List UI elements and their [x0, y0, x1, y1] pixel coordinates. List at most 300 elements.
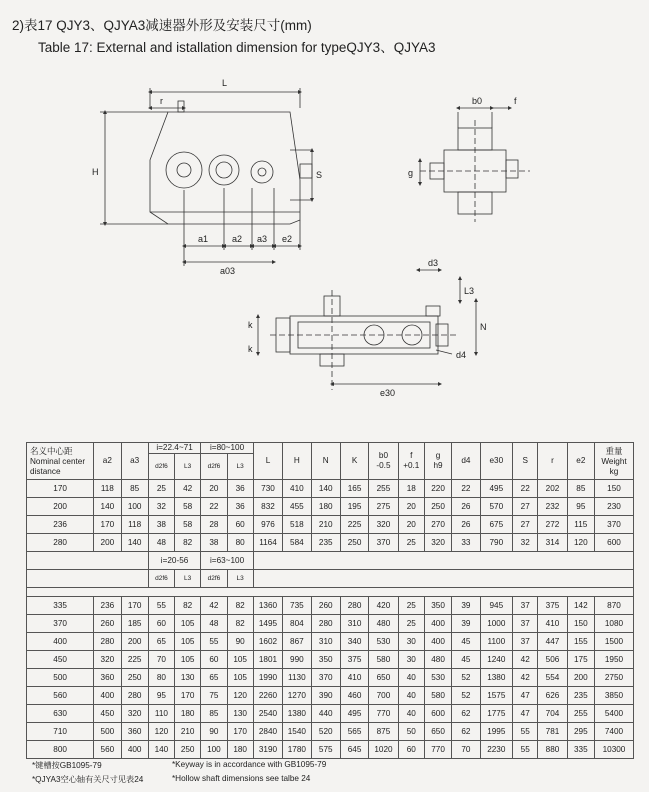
- table-cell: 335: [567, 741, 594, 759]
- table-cell: 48: [201, 615, 227, 633]
- table-cell: 710: [27, 723, 94, 741]
- table-cell: 1164: [253, 534, 282, 552]
- table-cell: 400: [424, 633, 451, 651]
- table-cell: 480: [424, 651, 451, 669]
- table-cell: 85: [121, 480, 148, 498]
- label-f: f: [514, 96, 517, 106]
- table-cell: 1500: [594, 633, 633, 651]
- table-row: [27, 516, 634, 534]
- table-cell: 420: [369, 597, 398, 615]
- header-a2: a2: [94, 443, 121, 480]
- table-cell: 554: [538, 669, 567, 687]
- table-cell: 62: [452, 705, 480, 723]
- header-a3: a3: [121, 443, 148, 480]
- footnote-cn-1: *键槽按GB1095-79: [32, 761, 102, 770]
- table-cell: 22: [201, 498, 227, 516]
- table-cell: 130: [227, 705, 253, 723]
- table-cell: 675: [480, 516, 513, 534]
- table-cell: 320: [121, 705, 148, 723]
- table-cell: 250: [340, 534, 368, 552]
- table-cell: 170: [94, 516, 121, 534]
- table-cell: 200: [567, 669, 594, 687]
- table-cell: 2540: [253, 705, 282, 723]
- header-N: N: [311, 443, 340, 480]
- table-cell: 22: [452, 480, 480, 498]
- header-d2f6-1: d2f6: [148, 454, 174, 480]
- table-cell: 32: [148, 498, 174, 516]
- table-cell: 2840: [253, 723, 282, 741]
- table-cell: 340: [340, 633, 368, 651]
- spacer-row: [27, 588, 634, 597]
- table-row: [27, 687, 634, 705]
- header-ratio-1: i=22.4~71: [148, 443, 201, 454]
- table-cell: 115: [567, 516, 594, 534]
- table-cell: 310: [340, 615, 368, 633]
- table-cell: 105: [227, 669, 253, 687]
- table-cell: 202: [538, 480, 567, 498]
- table-cell: 140: [94, 498, 121, 516]
- table-cell: 500: [27, 669, 94, 687]
- table-cell: 350: [424, 597, 451, 615]
- table-cell: 140: [148, 741, 174, 759]
- header-L3-2: L3: [227, 454, 253, 480]
- table-cell: 58: [175, 498, 201, 516]
- table-cell: 1602: [253, 633, 282, 651]
- table-cell: 60: [398, 741, 424, 759]
- spacer-cell: [253, 570, 633, 588]
- header-d2f6-4: d2f6: [201, 570, 227, 588]
- table-cell: 520: [311, 723, 340, 741]
- table-cell: 45: [452, 651, 480, 669]
- table-cell: 560: [94, 741, 121, 759]
- table-cell: 10300: [594, 741, 633, 759]
- table-cell: 95: [567, 498, 594, 516]
- table-cell: 735: [283, 597, 311, 615]
- table-cell: 105: [227, 651, 253, 669]
- table-cell: 255: [369, 480, 398, 498]
- table-row: [27, 615, 634, 633]
- table-cell: 580: [369, 651, 398, 669]
- table-cell: 350: [311, 651, 340, 669]
- table-cell: 150: [567, 615, 594, 633]
- table-cell: 155: [567, 633, 594, 651]
- table-cell: 20: [201, 480, 227, 498]
- table-cell: 170: [175, 687, 201, 705]
- table-cell: 170: [27, 480, 94, 498]
- table-cell: 36: [227, 480, 253, 498]
- table-cell: 1995: [480, 723, 513, 741]
- table-cell: 880: [538, 741, 567, 759]
- header-e2: e2: [567, 443, 594, 480]
- table-cell: 200: [94, 534, 121, 552]
- table-cell: 210: [175, 723, 201, 741]
- table-cell: 235: [311, 534, 340, 552]
- table-cell: 42: [201, 597, 227, 615]
- table-cell: 60: [227, 516, 253, 534]
- plan-view: [258, 270, 476, 390]
- table-cell: 45: [452, 633, 480, 651]
- table-cell: 52: [452, 687, 480, 705]
- table-cell: 804: [283, 615, 311, 633]
- table-cell: 60: [201, 651, 227, 669]
- table-cell: 90: [201, 723, 227, 741]
- table-cell: 95: [148, 687, 174, 705]
- table-cell: 7400: [594, 723, 633, 741]
- table-cell: 2260: [253, 687, 282, 705]
- table-cell: 570: [480, 498, 513, 516]
- spacer-cell: [253, 552, 633, 570]
- header-e30: e30: [480, 443, 513, 480]
- table-cell: 26: [452, 516, 480, 534]
- table-cell: 410: [283, 480, 311, 498]
- table-cell: 630: [27, 705, 94, 723]
- table-cell: 3190: [253, 741, 282, 759]
- table-cell: 37: [513, 633, 538, 651]
- table-cell: 990: [283, 651, 311, 669]
- table-cell: 250: [424, 498, 451, 516]
- label-b0: b0: [472, 96, 483, 106]
- table-cell: 25: [398, 597, 424, 615]
- table-cell: 30: [398, 651, 424, 669]
- table-cell: 120: [567, 534, 594, 552]
- table-cell: 600: [424, 705, 451, 723]
- table-cell: 150: [594, 480, 633, 498]
- table-cell: 236: [94, 597, 121, 615]
- table-cell: 410: [538, 615, 567, 633]
- table-cell: 3850: [594, 687, 633, 705]
- table-cell: 1380: [283, 705, 311, 723]
- table-cell: 175: [567, 651, 594, 669]
- table-cell: 55: [513, 741, 538, 759]
- table-row: [27, 705, 634, 723]
- table-cell: 225: [340, 516, 368, 534]
- label-a1: a1: [198, 234, 209, 244]
- table-cell: 20: [398, 498, 424, 516]
- table-cell: 2750: [594, 669, 633, 687]
- table-cell: 1575: [480, 687, 513, 705]
- table-cell: 400: [424, 615, 451, 633]
- table-cell: 55: [513, 723, 538, 741]
- table-cell: 22: [513, 480, 538, 498]
- table-cell: 280: [340, 597, 368, 615]
- table-cell: 165: [340, 480, 368, 498]
- table-cell: 195: [340, 498, 368, 516]
- table-cell: 370: [311, 669, 340, 687]
- table-cell: 400: [121, 741, 148, 759]
- table-cell: 280: [27, 534, 94, 552]
- table-cell: 170: [121, 597, 148, 615]
- table-cell: 495: [340, 705, 368, 723]
- header-ratio-2: i=80~100: [201, 443, 254, 454]
- table-cell: 575: [311, 741, 340, 759]
- table-cell: 70: [452, 741, 480, 759]
- header-L: L: [253, 443, 282, 480]
- table-cell: 1270: [283, 687, 311, 705]
- side-view: [420, 108, 530, 222]
- label-S: S: [316, 170, 323, 180]
- table-cell: 236: [27, 516, 94, 534]
- table-cell: 26: [452, 498, 480, 516]
- table-cell: 1950: [594, 651, 633, 669]
- table-row: [27, 741, 634, 759]
- table-cell: 495: [480, 480, 513, 498]
- table-row: [27, 597, 634, 615]
- table-cell: 105: [175, 633, 201, 651]
- table-row: [27, 633, 634, 651]
- table-cell: 5400: [594, 705, 633, 723]
- table-cell: 36: [227, 498, 253, 516]
- table-cell: 100: [121, 498, 148, 516]
- table-cell: 650: [369, 669, 398, 687]
- table-cell: 867: [283, 633, 311, 651]
- table-cell: 600: [594, 534, 633, 552]
- table-cell: 565: [340, 723, 368, 741]
- table-cell: 800: [27, 741, 94, 759]
- table-cell: 85: [567, 480, 594, 498]
- table-cell: 118: [94, 480, 121, 498]
- table-cell: 870: [594, 597, 633, 615]
- table-cell: 250: [175, 741, 201, 759]
- table-cell: 40: [398, 669, 424, 687]
- table-cell: 38: [201, 534, 227, 552]
- table-cell: 120: [227, 687, 253, 705]
- table-cell: 39: [452, 615, 480, 633]
- table-cell: 37: [513, 597, 538, 615]
- table-cell: 80: [227, 534, 253, 552]
- header-d4: d4: [452, 443, 480, 480]
- header-H: H: [283, 443, 311, 480]
- table-cell: 82: [227, 615, 253, 633]
- table-cell: 170: [227, 723, 253, 741]
- table-cell: 260: [94, 615, 121, 633]
- table-cell: 480: [369, 615, 398, 633]
- table-cell: 280: [311, 615, 340, 633]
- table-cell: 85: [201, 705, 227, 723]
- table-cell: 460: [340, 687, 368, 705]
- table-cell: 200: [121, 633, 148, 651]
- table-cell: 118: [121, 516, 148, 534]
- table-cell: 2230: [480, 741, 513, 759]
- header-K: K: [340, 443, 368, 480]
- table-cell: 47: [513, 687, 538, 705]
- title-en: Table 17: External and istallation dimension for typeQJY3、QJYA3: [38, 40, 436, 55]
- table-cell: 580: [424, 687, 451, 705]
- table-cell: 105: [175, 615, 201, 633]
- table-cell: 225: [121, 651, 148, 669]
- table-cell: 518: [283, 516, 311, 534]
- table-cell: 32: [513, 534, 538, 552]
- table-cell: 1240: [480, 651, 513, 669]
- table-cell: 180: [175, 705, 201, 723]
- table-cell: 280: [94, 633, 121, 651]
- table-cell: 39: [452, 597, 480, 615]
- header-L3-4: L3: [227, 570, 253, 588]
- table-cell: 530: [369, 633, 398, 651]
- header-center-distance: 名义中心距 Nominal center distance: [27, 443, 94, 480]
- table-cell: 626: [538, 687, 567, 705]
- table-cell: 506: [538, 651, 567, 669]
- table-cell: 320: [369, 516, 398, 534]
- table-cell: 210: [311, 516, 340, 534]
- table-cell: 875: [369, 723, 398, 741]
- table-cell: 375: [340, 651, 368, 669]
- table-cell: 310: [311, 633, 340, 651]
- table-row: [27, 651, 634, 669]
- table-cell: 450: [94, 705, 121, 723]
- label-N: N: [480, 322, 487, 332]
- label-e2: e2: [282, 234, 293, 244]
- table-cell: 447: [538, 633, 567, 651]
- table-cell: 65: [201, 669, 227, 687]
- table-cell: 700: [369, 687, 398, 705]
- table-cell: 280: [121, 687, 148, 705]
- label-e30: e30: [380, 388, 396, 398]
- table-cell: 1360: [253, 597, 282, 615]
- header-weight: 重量 Weight kg: [594, 443, 633, 480]
- header-d2f6-2: d2f6: [201, 454, 227, 480]
- table-cell: 25: [398, 615, 424, 633]
- table-cell: 400: [27, 633, 94, 651]
- title-cn: 2)表17 QJY3、QJYA3减速器外形及安装尺寸(mm): [12, 18, 312, 33]
- table-cell: 235: [567, 687, 594, 705]
- table-cell: 1495: [253, 615, 282, 633]
- table-cell: 314: [538, 534, 567, 552]
- table-cell: 370: [27, 615, 94, 633]
- label-a03: a03: [220, 266, 236, 276]
- footnote-en-2: *Hollow shaft dimensions see talbe 24: [172, 774, 311, 783]
- table-cell: 400: [94, 687, 121, 705]
- table-group-b: [27, 597, 634, 759]
- label-L3: L3: [464, 286, 475, 296]
- table-cell: 770: [369, 705, 398, 723]
- table-cell: 62: [452, 723, 480, 741]
- label-k-top: k: [248, 320, 253, 330]
- spacer-cell: [27, 570, 149, 588]
- header-f: f +0.1: [398, 443, 424, 480]
- label-L: L: [222, 78, 228, 88]
- table-cell: 80: [148, 669, 174, 687]
- table-cell: 1130: [283, 669, 311, 687]
- table-cell: 945: [480, 597, 513, 615]
- label-k-bottom: k: [248, 344, 253, 354]
- table-cell: 1380: [480, 669, 513, 687]
- table-cell: 335: [27, 597, 94, 615]
- table-cell: 390: [311, 687, 340, 705]
- table-cell: 75: [201, 687, 227, 705]
- table-cell: 450: [27, 651, 94, 669]
- table-cell: 70: [148, 651, 174, 669]
- table-row: [27, 669, 634, 687]
- table-cell: 40: [398, 705, 424, 723]
- table-cell: 82: [175, 597, 201, 615]
- label-a2: a2: [232, 234, 243, 244]
- table-cell: 1775: [480, 705, 513, 723]
- table-cell: 42: [513, 651, 538, 669]
- table-cell: 370: [369, 534, 398, 552]
- table-cell: 650: [424, 723, 451, 741]
- table-cell: 440: [311, 705, 340, 723]
- table-cell: 82: [175, 534, 201, 552]
- label-a3: a3: [257, 234, 268, 244]
- table-cell: 1801: [253, 651, 282, 669]
- table-cell: 1780: [283, 741, 311, 759]
- label-r: r: [160, 96, 163, 106]
- table-cell: 260: [311, 597, 340, 615]
- header-ratio-4: i=63~100: [201, 552, 254, 570]
- table-cell: 530: [424, 669, 451, 687]
- table-cell: 255: [567, 705, 594, 723]
- table-cell: 20: [398, 516, 424, 534]
- table-cell: 320: [424, 534, 451, 552]
- table-cell: 370: [594, 516, 633, 534]
- table-cell: 140: [311, 480, 340, 498]
- table-cell: 18: [398, 480, 424, 498]
- header-L3-3: L3: [175, 570, 201, 588]
- table-cell: 1000: [480, 615, 513, 633]
- table-cell: 180: [311, 498, 340, 516]
- label-g: g: [408, 168, 414, 178]
- table-cell: 30: [398, 633, 424, 651]
- table-cell: 360: [94, 669, 121, 687]
- header-r: r: [538, 443, 567, 480]
- table-group-a: [27, 480, 634, 552]
- table-cell: 730: [253, 480, 282, 498]
- table-cell: 100: [201, 741, 227, 759]
- table-cell: 220: [424, 480, 451, 498]
- table-cell: 976: [253, 516, 282, 534]
- table-cell: 455: [283, 498, 311, 516]
- table-cell: 40: [398, 687, 424, 705]
- table-cell: 230: [594, 498, 633, 516]
- label-d3: d3: [428, 258, 439, 268]
- table-cell: 55: [148, 597, 174, 615]
- table-cell: 110: [148, 705, 174, 723]
- table-cell: 232: [538, 498, 567, 516]
- table-cell: 584: [283, 534, 311, 552]
- table-cell: 52: [452, 669, 480, 687]
- table-cell: 180: [227, 741, 253, 759]
- table-cell: 360: [121, 723, 148, 741]
- spacer-cell: [27, 552, 149, 570]
- table-cell: 142: [567, 597, 594, 615]
- table-cell: 90: [227, 633, 253, 651]
- table-row: [27, 498, 634, 516]
- table-cell: 275: [369, 498, 398, 516]
- table-cell: 47: [513, 705, 538, 723]
- table-cell: 320: [94, 651, 121, 669]
- header-S: S: [513, 443, 538, 480]
- table-cell: 560: [27, 687, 94, 705]
- table-cell: 60: [148, 615, 174, 633]
- table-cell: 27: [513, 516, 538, 534]
- header-b0: b0 -0.5: [369, 443, 398, 480]
- table-cell: 270: [424, 516, 451, 534]
- table-cell: 82: [227, 597, 253, 615]
- table-cell: 272: [538, 516, 567, 534]
- header-L3-1: L3: [175, 454, 201, 480]
- table-cell: 42: [175, 480, 201, 498]
- label-H: H: [92, 167, 99, 177]
- table-cell: 781: [538, 723, 567, 741]
- table-cell: 704: [538, 705, 567, 723]
- table-cell: 130: [175, 669, 201, 687]
- table-cell: 25: [398, 534, 424, 552]
- table-cell: 770: [424, 741, 451, 759]
- table-cell: 105: [175, 651, 201, 669]
- table-cell: 500: [94, 723, 121, 741]
- header-g: g h9: [424, 443, 451, 480]
- table-cell: 790: [480, 534, 513, 552]
